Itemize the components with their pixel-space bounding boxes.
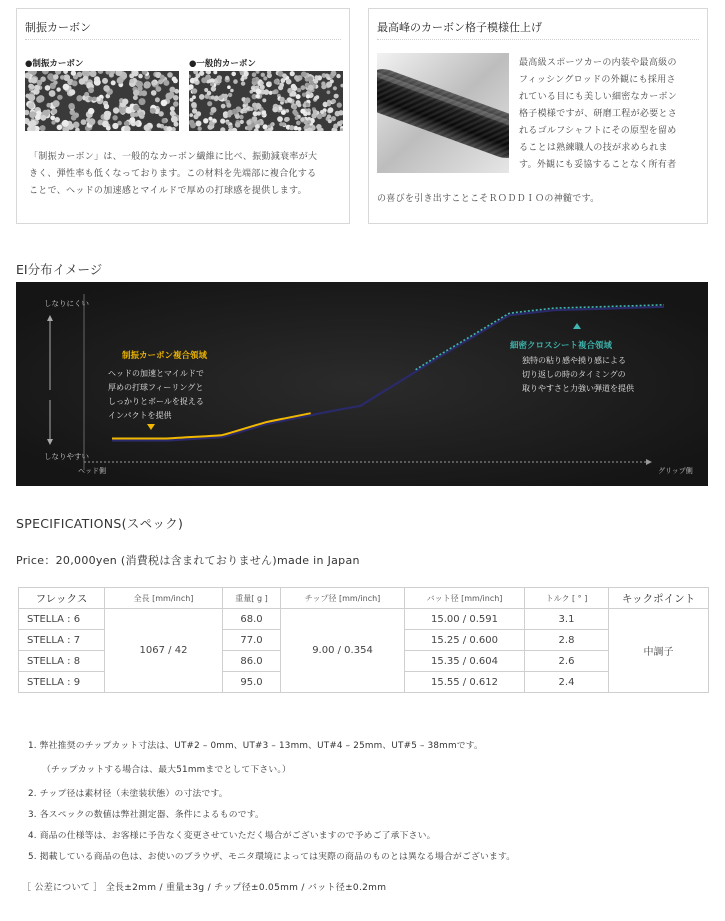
vibration-carbon-description: [29, 149, 317, 200]
description-line: きく、弾性率も低くなっております。この材料を先端部に複合化する: [29, 169, 317, 179]
sample-label-standard-carbon: ●一般的カーボン: [189, 59, 256, 69]
carbon-lattice-panel: [368, 8, 708, 224]
table-header-row: [19, 588, 709, 609]
description-line: フィッシングロッドの外観にも採用さ: [519, 75, 676, 85]
vibration-carbon-micrograph: [25, 71, 179, 131]
column-header-weight: 重量[ g ]: [223, 588, 281, 609]
price-text: Price：20,000yen (消費税は含まれておりません)made in Japan: [16, 554, 360, 567]
butt-cell: 15.00 / 0.591: [405, 609, 525, 630]
torque-cell: 2.4: [525, 672, 609, 693]
note-item: 1. 弊社推奨のチップカット寸法は、UT#2 – 0mm、UT#3 – 13mm、UT#4 – 25mm、UT#5 – 38mmです。: [28, 741, 483, 751]
column-header-kick-point: キックポイント: [609, 588, 709, 609]
torque-cell: 3.1: [525, 609, 609, 630]
x-axis-right-label: グリップ側: [658, 467, 693, 475]
standard-carbon-micrograph: [189, 71, 343, 131]
carbon-lattice-description: [519, 55, 677, 174]
butt-cell: 15.55 / 0.612: [405, 672, 525, 693]
callout-left-line: しっかりとボールを捉える: [108, 397, 204, 406]
column-header-torque: トルク [ ° ]: [525, 588, 609, 609]
note-item: 4. 商品の仕様等は、お客様に予告なく変更させていただく場合がございますので予めご了承下さい。: [28, 831, 436, 841]
callout-right-line: 取りやすさと力強い弾道を提供: [522, 384, 634, 393]
tolerance-text: ［ 公差について ］ 全長±2mm / 重量±3g / チップ径±0.05mm / バット径±0.2mm: [22, 883, 387, 893]
description-line: 「制振カーボン」は、一般的なカーボン繊維に比べ、振動減衰率が大: [29, 152, 318, 162]
description-line: 格子模様ですが、研磨工程が必要とさ: [519, 109, 678, 119]
weight-cell: 86.0: [223, 651, 281, 672]
weight-cell: 77.0: [223, 630, 281, 651]
weight-cell: 68.0: [223, 609, 281, 630]
description-line: ることは熟練職人の技が求められま: [519, 143, 668, 153]
butt-cell: 15.35 / 0.604: [405, 651, 525, 672]
x-axis-left-label: ヘッド側: [78, 467, 106, 475]
callout-left-title: 制振カーボン複合領域: [122, 351, 208, 361]
column-header-butt: バット径 [mm/inch]: [405, 588, 525, 609]
description-line: の喜びを引き出すことこそＲＯＤＤＩＯの神髄です。: [377, 194, 600, 204]
ei-distribution-chart: [16, 282, 708, 486]
column-header-tip: チップ径 [mm/inch]: [281, 588, 405, 609]
note-item: （チップカットする場合は、最大51mmまでとして下さい。）: [42, 765, 291, 775]
callout-left-line: インパクトを提供: [108, 411, 172, 420]
torque-cell: 2.6: [525, 651, 609, 672]
panel-title: 制振カーボン: [25, 21, 91, 34]
y-axis-top-label: しなりにくい: [44, 299, 89, 308]
column-header-flex: フレックス: [19, 588, 105, 609]
flex-cell: STELLA : 7: [19, 630, 105, 651]
note-item: 3. 各スペックの数値は弊社測定器、条件によるものです。: [28, 810, 265, 820]
carbon-shaft-photo: [377, 53, 509, 173]
panel-title: 最高峰のカーボン格子模様仕上げ: [377, 21, 542, 34]
description-line: す。外観にも妥協することなく所有者: [519, 160, 677, 170]
length-cell: 1067 / 42: [105, 609, 223, 693]
description-line: ことで、ヘッドの加速感とマイルドで厚めの打球感を提供します。: [29, 186, 307, 196]
flex-cell: STELLA : 6: [19, 609, 105, 630]
weight-cell: 95.0: [223, 672, 281, 693]
kick-point-cell: 中調子: [609, 609, 709, 693]
ei-chart-svg: [16, 282, 708, 486]
callout-right-line: 独特の粘り感や撓り感による: [522, 356, 626, 365]
butt-cell: 15.25 / 0.600: [405, 630, 525, 651]
spec-table: [18, 587, 709, 693]
description-line: 最高級スポーツカーの内装や最高級の: [519, 58, 677, 68]
specifications-heading: SPECIFICATIONS(スペック): [16, 516, 184, 531]
callout-left-line: ヘッドの加速とマイルドで: [108, 369, 204, 378]
callout-right-line: 切り返しの時のタイミングの: [522, 370, 626, 379]
tip-cell: 9.00 / 0.354: [281, 609, 405, 693]
flex-cell: STELLA : 9: [19, 672, 105, 693]
sample-label-vibration-carbon: ●制振カーボン: [25, 59, 84, 69]
divider: [377, 39, 699, 40]
table-row: [19, 609, 709, 630]
flex-cell: STELLA : 8: [19, 651, 105, 672]
callout-left-line: 厚めの打球フィーリングと: [108, 383, 204, 392]
callout-right-title: 細密クロスシート複合領域: [510, 341, 613, 351]
ei-distribution-heading: EI分布イメージ: [16, 262, 103, 277]
torque-cell: 2.8: [525, 630, 609, 651]
note-item: 5. 掲載している商品の色は、お使いのブラウザ、モニタ環境によっては実際の商品のものとは異なる場合がございます。: [28, 852, 516, 862]
description-line: れている目にも美しい細密なカーボン: [519, 92, 678, 102]
description-line: れるゴルフシャフトにその原型を留め: [519, 126, 677, 136]
y-axis-bottom-label: しなりやすい: [44, 452, 89, 461]
divider: [25, 39, 341, 40]
vibration-carbon-panel: [16, 8, 350, 224]
note-item: 2. チップ径は素材径（未塗装状態）の寸法です。: [28, 789, 228, 799]
column-header-length: 全長 [mm/inch]: [105, 588, 223, 609]
